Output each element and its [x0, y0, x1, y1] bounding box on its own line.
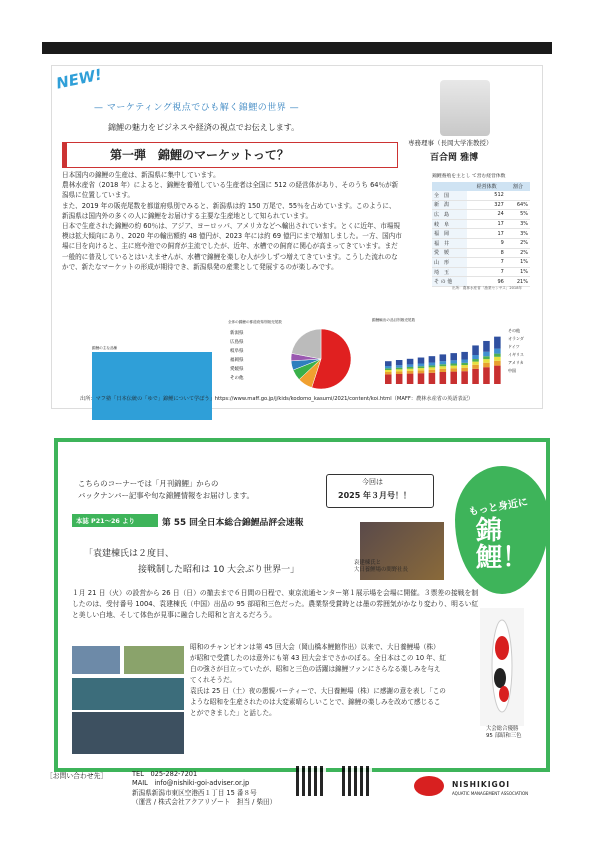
- table-cell: 新 潟: [432, 200, 467, 210]
- pie-label: 新潟県: [230, 331, 244, 336]
- table-cell: 全 国: [432, 191, 467, 200]
- table-cell: 9: [467, 238, 505, 248]
- bar-segment: [450, 364, 457, 366]
- bar-segment: [385, 370, 392, 372]
- bar-segment: [396, 368, 403, 370]
- table-cell: そ の 他: [432, 277, 467, 287]
- bar-segment: [461, 371, 468, 384]
- event-photo: [72, 646, 120, 674]
- pie-label: その他: [230, 376, 244, 381]
- bar-segment: [429, 373, 436, 384]
- bar-segment: [483, 363, 490, 367]
- table-cell: 327: [467, 200, 505, 210]
- headline: 第一弾 錦鯉のマーケットって？: [110, 148, 289, 162]
- table-row: [432, 210, 530, 220]
- news-body: [72, 588, 482, 621]
- contact-label: ［お問い合わせ先］: [46, 772, 108, 780]
- photo-caption: 袁建棟氏と 大日養鯉場の間野社長: [354, 560, 408, 573]
- pie-label: 愛媛県: [230, 367, 244, 372]
- intro-line: こちらのコーナーでは「月刊錦鯉」からの: [78, 479, 219, 488]
- table-title: 錦鯉養殖を主とし て営む経営体数: [432, 174, 506, 179]
- table-cell: 山 形: [432, 258, 467, 268]
- table-header: 割合: [506, 182, 530, 191]
- table-cell: 2%: [506, 248, 530, 258]
- quote-line: 「袁建棟氏は２度目、: [84, 549, 175, 559]
- bar-segment: [429, 370, 436, 373]
- top-bar: [42, 42, 552, 54]
- bar-segment: [418, 358, 425, 364]
- table-cell: 21%: [506, 277, 530, 287]
- legend-entry: その他: [508, 328, 520, 333]
- paragraph: １月 21 日（火）の設営から 26 日（日）の撤去まで６日間の日程で、東京流通センター第１展示場を会場に開催。３票差の接戦を制したのは、受付番号 1004、袁建棟氏（中国）出品の 95 部昭和三色だった。農業祭受賞時とは墨の雰囲気がかなり変わり、明るい紅と美しい白地、そして体色が見事に融合した昭和と言えるだろう。: [72, 589, 479, 619]
- bar-segment: [483, 359, 490, 363]
- pie-label: 岐阜県: [230, 349, 244, 354]
- badge-big-text: 錦鯉！: [476, 516, 529, 573]
- quote-line: 接戦制した昭和は 10 大会ぶり世界一」: [138, 565, 300, 575]
- bar-segment: [494, 361, 501, 366]
- bar-title: 錦鯉輸出の品目別販売尾数: [372, 318, 416, 322]
- page-tag-text: 本誌 P21〜26 より: [76, 517, 135, 525]
- bar-segment: [418, 370, 425, 373]
- pie-label: 福岡県: [230, 358, 244, 363]
- bar-segment: [396, 371, 403, 374]
- bar-segment: [407, 364, 414, 367]
- bar-segment: [440, 369, 447, 372]
- qr-code-site[interactable]: [342, 766, 372, 796]
- koi-varieties-image: [92, 352, 212, 420]
- contact-operator: （運営 / 株式会社アクアリゾート 担当 / 柴田）: [132, 798, 277, 807]
- contact-address: 新潟県新潟市東区空港西１丁目 15 番８号: [132, 788, 257, 797]
- table-row: [432, 200, 530, 210]
- bar-segment: [385, 374, 392, 384]
- table-cell: 福 井: [432, 238, 467, 248]
- series-title: — マーケティング視点でひも解く錦鯉の世界 —: [94, 103, 300, 113]
- producers-table: [432, 182, 530, 287]
- koi-pic-title: 錦鯉の主な品種: [92, 346, 118, 350]
- bar-segment: [494, 357, 501, 361]
- logo-icon: [414, 776, 444, 796]
- author-role: 専務理事（長岡大学准教授）: [408, 139, 493, 147]
- legend-entry: 中国: [508, 368, 516, 373]
- bar-segment: [407, 359, 414, 365]
- bar-segment: [472, 345, 479, 355]
- table-cell: 7: [467, 267, 505, 277]
- bar-segment: [461, 363, 468, 365]
- table-cell: 7: [467, 258, 505, 268]
- pie-label: 広島県: [230, 340, 244, 345]
- table-row: [432, 267, 530, 277]
- event-photo: [124, 646, 184, 674]
- table-cell: 広 島: [432, 210, 467, 220]
- bar-segment: [385, 372, 392, 374]
- bar-segment: [396, 369, 403, 371]
- bar-segment: [440, 361, 447, 364]
- brand-sub: AQUATIC MANAGEMENT ASSOCIATION: [452, 791, 529, 796]
- table-cell: 福 岡: [432, 229, 467, 239]
- koi-caption: 大会総合優勝 95 部昭和三色: [486, 726, 522, 739]
- issue-label: 今回は: [362, 478, 383, 486]
- table-cell: 64%: [506, 200, 530, 210]
- bar-segment: [450, 353, 457, 360]
- bar-segment: [472, 362, 479, 365]
- bar-segment: [418, 373, 425, 384]
- paragraph: また、2019 年の販売尾数を都道府県別でみると、新潟県は約 150 万尾で、55％を占めています。このように、新潟県は国内外の多くの人に錦鯉をお届けする主要な生産地として知られています。: [62, 201, 396, 220]
- bar-segment: [407, 371, 414, 374]
- page-tag: [72, 514, 158, 527]
- paragraph: 袁氏は 25 日（土）夜の懇親パーティーで、大日養鯉場（株）に感謝の意を表し「このような昭和を生産されたのは大変素晴らしいことで、錦鯉の楽しみを改めて感じることができました」と話した。: [190, 687, 446, 717]
- koi-image: [480, 608, 524, 726]
- bar-segment: [385, 361, 392, 366]
- table-row: [432, 219, 530, 229]
- paragraph: 日本で生産された錦鯉の約 60％は、アジア、ヨーロッパ、アメリカなどへ輸出されています。とくに近年、市場規模は拡大傾向にあり、2020 年の輸出額約 48 億円が、2023 年には約 69 億円にまで増加しました。一方、国内市場に目を向けると、主に庭や池での飼育が主流でしたが、近年、水槽での飼育に関心が高まってきています。まだ一般的に普及しているとはいえませんが、水槽で錦鯉を楽しむ人が少しずつ増えてきています。こうした流れのなかで、新たなマーケットの形成が期待でき、新潟県発の産業として発展するのが楽しみです。: [62, 222, 402, 271]
- bar-segment: [483, 341, 490, 352]
- table-cell: 3%: [506, 229, 530, 239]
- article-body: [62, 170, 402, 272]
- paragraph: 昭和のチャンピオンは第 45 回大会（岡山橋本鯉館作出）以来で、大日養鯉場（株）が昭和で受賞したのは意外にも第 43 回大会までさかのぼる。全日本はこの 10 年、紅白の強さが目立っていたが、昭和と三色の活躍は錦鯉ファンにさらなる楽しみを与えてくれそうだ。: [190, 643, 446, 684]
- table-cell: 岐 阜: [432, 219, 467, 229]
- table-header: 経営体数: [467, 182, 505, 191]
- bar-segment: [494, 337, 501, 349]
- event-photo: [72, 678, 184, 710]
- bar-segment: [396, 360, 403, 365]
- table-cell: 愛 媛: [432, 248, 467, 258]
- news-body-2: [190, 642, 446, 719]
- table-cell: 8: [467, 248, 505, 258]
- bar-segment: [385, 366, 392, 368]
- table-cell: [506, 191, 530, 200]
- bar-segment: [396, 365, 403, 367]
- table-cell: 17: [467, 229, 505, 239]
- table-cell: 5%: [506, 210, 530, 220]
- bar-segment: [450, 366, 457, 369]
- table-cell: 512: [467, 191, 505, 200]
- table-header: [432, 182, 467, 191]
- author-name: 百合岡 雅博: [430, 153, 479, 163]
- bar-segment: [429, 367, 436, 369]
- table-row: [432, 277, 530, 287]
- bar-segment: [407, 367, 414, 369]
- bar-segment: [461, 368, 468, 371]
- bar-segment: [440, 354, 447, 361]
- badge-motto: もっと身近に: [467, 496, 529, 519]
- bar-segment: [494, 354, 501, 357]
- event-photo: [72, 712, 184, 754]
- bar-segment: [450, 368, 457, 371]
- table-cell: 96: [467, 277, 505, 287]
- issue-value: 2025 年３月号！！: [338, 491, 412, 500]
- bar-segment: [407, 374, 414, 384]
- bar-segment: [494, 349, 501, 354]
- bar-segment: [472, 359, 479, 362]
- bar-segment: [385, 368, 392, 370]
- table-cell: 埼 玉: [432, 267, 467, 277]
- qr-code-youtube[interactable]: [296, 766, 326, 796]
- legend-entry: イギリス: [508, 352, 524, 357]
- contact-mail[interactable]: MAIL info@nishiki-goi-adviser.or.jp: [132, 779, 250, 788]
- bar-segment: [418, 368, 425, 370]
- bar-segment: [429, 363, 436, 366]
- bar-segment: [483, 352, 490, 356]
- bar-segment: [494, 366, 501, 384]
- table-source: 出所：農林水産省「漁業センサス」2018年: [452, 286, 523, 290]
- bar-segment: [440, 372, 447, 384]
- bar-segment: [429, 365, 436, 367]
- intro-line: バックナンバー記事や旬な錦鯉情報をお届けします。: [78, 491, 254, 500]
- bar-segment: [450, 372, 457, 384]
- bar-segment: [407, 369, 414, 371]
- brand-name: NISHIKIGOI: [452, 780, 511, 789]
- bar-segment: [396, 374, 403, 384]
- bar-chart: [370, 324, 535, 390]
- bar-segment: [483, 367, 490, 384]
- table-row: [432, 191, 530, 200]
- bar-segment: [472, 355, 479, 359]
- bar-segment: [429, 356, 436, 362]
- table-cell: 1%: [506, 258, 530, 268]
- bar-segment: [461, 365, 468, 368]
- table-cell: 24: [467, 210, 505, 220]
- table-row: [432, 229, 530, 239]
- table-row: [432, 238, 530, 248]
- paragraph: 日本国内の錦鯉の生産は、新潟県に集中しています。: [62, 171, 220, 179]
- pie-title: 全体の錦鯉の都道府県別販売尾数: [228, 320, 282, 324]
- article-title: 第 55 回全日本総合錦鯉品評会速報: [162, 518, 304, 528]
- table-cell: 3%: [506, 219, 530, 229]
- bar-segment: [440, 366, 447, 369]
- bar-segment: [461, 352, 468, 360]
- author-photo: [440, 80, 490, 136]
- lead-text: 錦鯉の魅力をビジネスや経済の視点でお伝えします。: [108, 123, 300, 132]
- bar-segment: [418, 366, 425, 368]
- new-badge: NEW!: [54, 65, 104, 93]
- table-row: [432, 248, 530, 258]
- section-intro: [78, 478, 254, 502]
- paragraph: 農林水産省（2018 年）によると、錦鯉を養殖している生産者は全国に 512 の経営体があり、そのうち 64％が新潟県に位置しています。: [62, 181, 399, 200]
- bar-segment: [483, 356, 490, 359]
- bar-segment: [450, 360, 457, 363]
- table-cell: 17: [467, 219, 505, 229]
- bar-segment: [461, 360, 468, 363]
- bar-segment: [440, 364, 447, 366]
- legend-entry: ドイツ: [508, 344, 520, 349]
- contact-info: [132, 770, 276, 808]
- bar-segment: [472, 369, 479, 384]
- contact-tel[interactable]: TEL 025-282-7201: [132, 770, 198, 778]
- table-cell: 1%: [506, 267, 530, 277]
- bar-segment: [472, 365, 479, 369]
- source-note: 出所：マフ塾「日本伝統の「ゆで」錦鯉について学ぼう」https://www.maff.go.jp/j/kids/kodomo_kasumi/2021/content/koi.html（MAFF：農林水産省の英語表記）: [80, 396, 474, 402]
- table-cell: 2%: [506, 238, 530, 248]
- pie-chart: [226, 324, 366, 394]
- table-row: [432, 258, 530, 268]
- legend-entry: アメリカ: [508, 360, 524, 365]
- legend-entry: オランダ: [508, 336, 524, 341]
- bar-segment: [418, 364, 425, 367]
